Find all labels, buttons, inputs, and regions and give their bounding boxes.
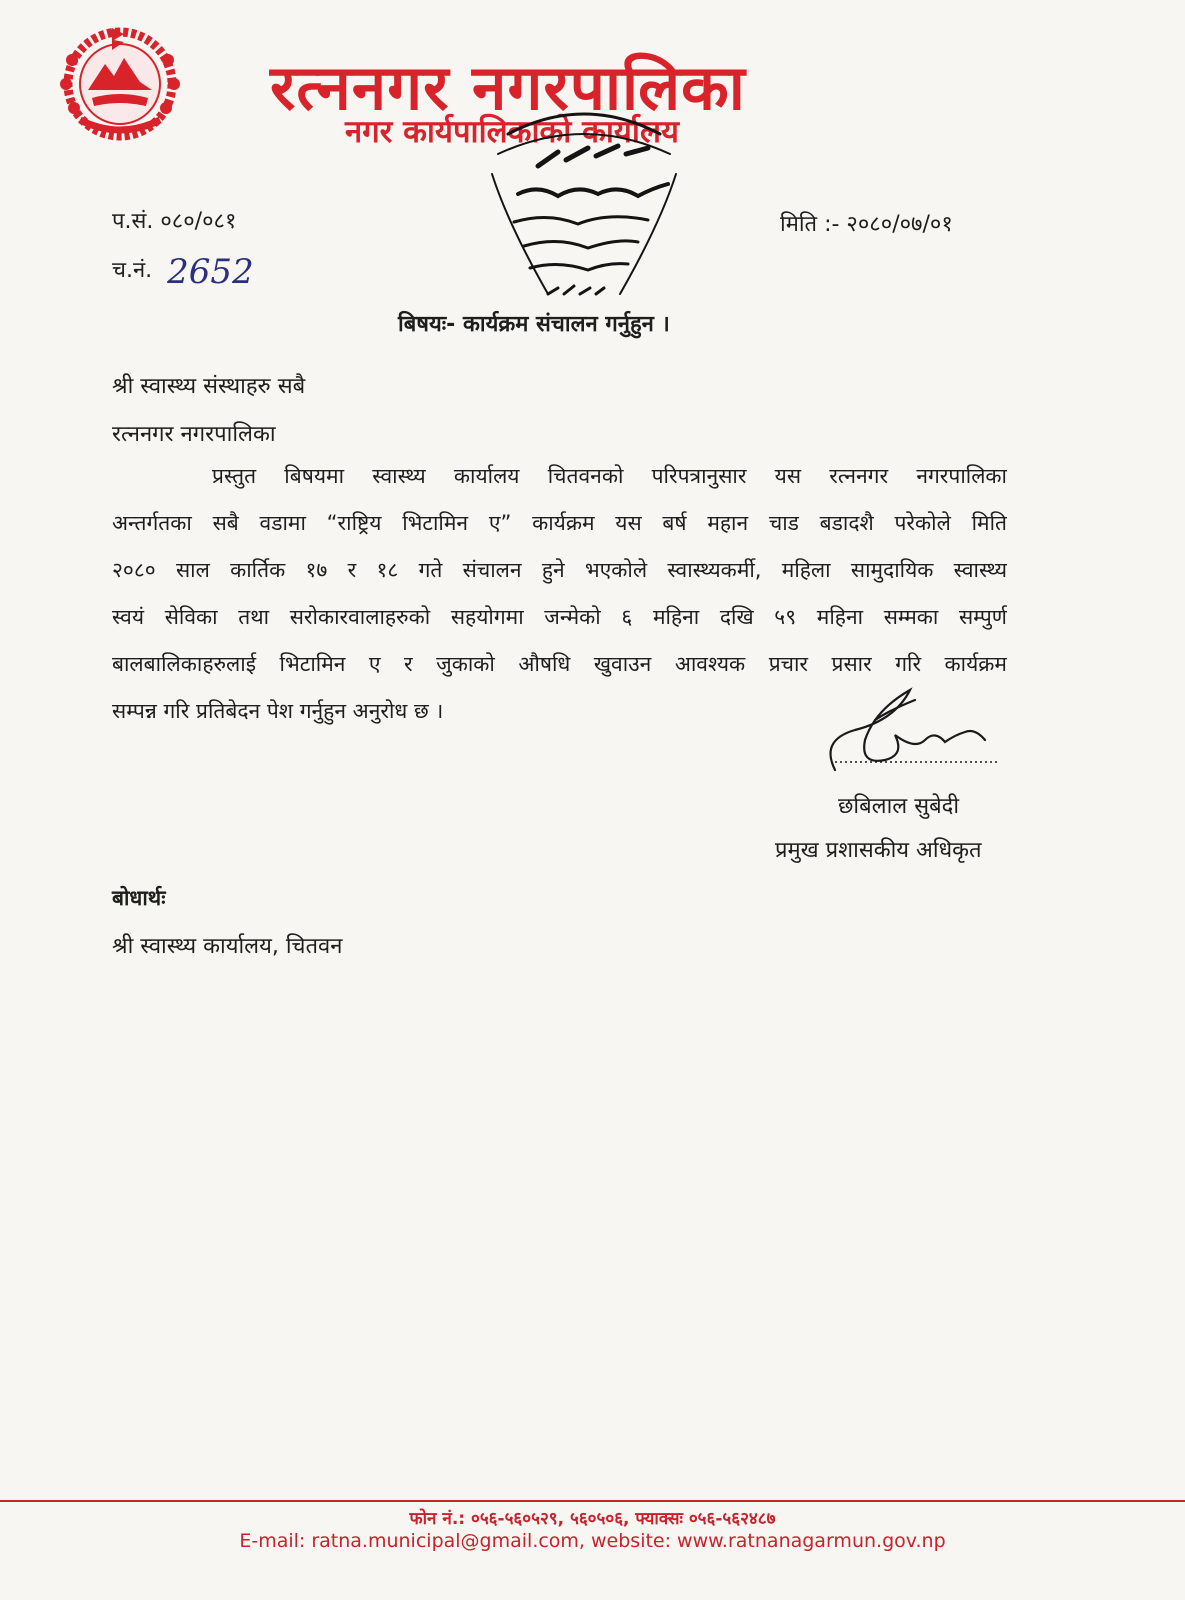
body-line: बालबालिकाहरुलाई भिटामिन ए र जुकाको औषधि खुवाउन आवश्यक प्रचार प्रसार गरि कार्यक्रम — [112, 652, 1007, 676]
letter-subject: बिषयः- कार्यक्रम संचालन गर्नुहुन । — [398, 312, 670, 337]
body-line: प्रस्तुत बिषयमा स्वास्थ्य कार्यालय चितवनको परिपत्रानुसार यस रत्ननगर नगरपालिका — [212, 464, 1007, 488]
letter-date: मिति :- २०८०/०७/०१ — [780, 212, 953, 237]
dispatch-number-value: 2652 — [167, 252, 254, 292]
signatory-title: प्रमुख प्रशासकीय अधिकृत — [775, 838, 982, 863]
cc-label: बोधार्थः — [112, 886, 166, 910]
dispatch-number-label: च.नं. — [112, 258, 153, 283]
dispatch-number — [112, 252, 254, 292]
handwritten-signature-icon — [815, 680, 1005, 790]
body-line: स्वयं सेविका तथा सरोकारवालाहरुको सहयोगमा जन्मेको ६ महिना दखि ५९ महिना सम्मका सम्पुर्ण — [112, 605, 1007, 629]
recipient-line-1: श्री स्वास्थ्य संस्थाहरु सबै — [112, 374, 306, 399]
reference-number-value: ०८०/०८१ — [160, 209, 237, 234]
office-seal-stamp-icon — [478, 104, 690, 316]
nepal-government-emblem-icon — [50, 20, 190, 145]
recipient-line-2: रत्ननगर नगरपालिका — [112, 422, 276, 447]
footer-phone-fax: फोन नं.: ०५६-५६०५२९, ५६०५०६, फ्याक्सः ०५६-५६२४८७ — [409, 1509, 776, 1529]
footer-divider — [0, 1500, 1185, 1502]
body-line: २०८० साल कार्तिक १७ र १८ गते संचालन हुने भएकोले स्वास्थ्यकर्मी, महिला सामुदायिक स्वास्थ्य — [112, 558, 1007, 582]
body-line: सम्पन्न गरि प्रतिबेदन पेश गर्नुहुन अनुरोध छ । — [112, 699, 444, 723]
footer-email-website: E-mail: ratna.municipal@gmail.com, website: www.ratnanagarmun.gov.np — [239, 1530, 946, 1552]
reference-number-label: प.सं. — [112, 209, 154, 234]
reference-number — [112, 205, 236, 235]
signatory-name: छबिलाल सुबेदी — [838, 794, 960, 819]
organization-name: रत्ननगर नगरपालिका — [270, 51, 746, 124]
office-name: नगर कार्यपालिकाको कार्यालय — [345, 114, 679, 150]
cc-recipient: श्री स्वास्थ्य कार्यालय, चितवन — [112, 934, 343, 959]
body-line: अन्तर्गतका सबै वडामा “राष्ट्रिय भिटामिन ए” कार्यक्रम यस बर्ष महान चाड बडादशै परेकोले मिति — [112, 511, 1007, 535]
